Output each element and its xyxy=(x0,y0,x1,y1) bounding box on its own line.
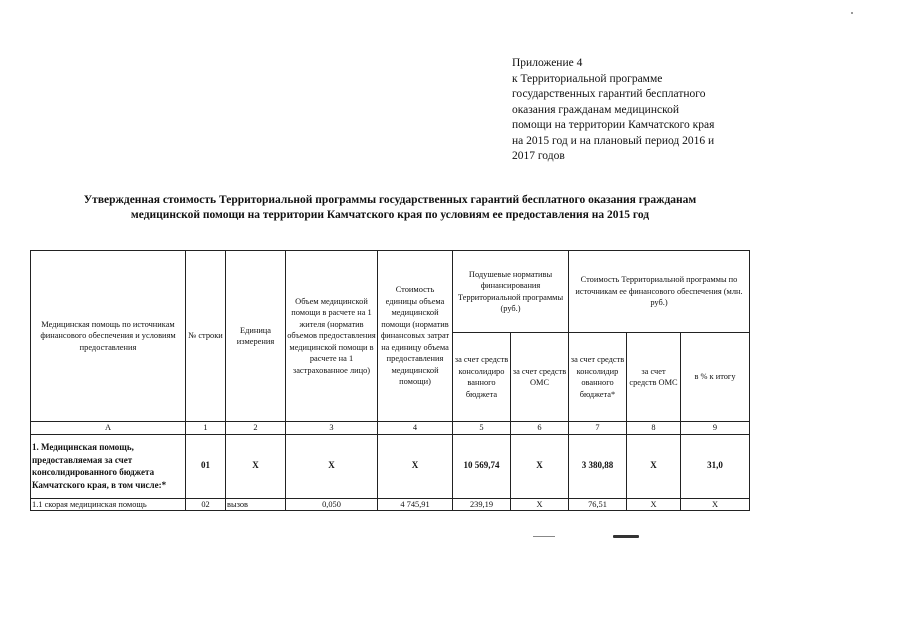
appendix-line: помощи на территории Камчатского края xyxy=(512,119,715,131)
header-col-5: за счет средств консолидиро ванного бюджета xyxy=(453,333,511,422)
row-total-oms: Х xyxy=(627,498,681,511)
row-unit: вызов xyxy=(226,498,286,511)
appendix-line: Приложение 4 xyxy=(512,57,583,69)
table-row xyxy=(31,434,750,498)
header-col-2: Единица измерения xyxy=(226,251,286,422)
row-unit: Х xyxy=(226,434,286,498)
appendix-line: к Территориальной программе xyxy=(512,72,663,85)
row-name: 1.1 скорая медицинская помощь xyxy=(31,498,186,511)
header-col-4: Стоимость единицы объема медицинской помощи (норматив финансовых затрат на единицу объема предоставления медицинской помощи) xyxy=(378,251,453,422)
row-percent: Х xyxy=(681,498,750,511)
row-per-capita-budget: 239,19 xyxy=(453,498,511,511)
row-per-capita-oms: Х xyxy=(511,434,569,498)
numbering-cell: 5 xyxy=(453,422,511,435)
numbering-cell: 7 xyxy=(569,422,627,435)
row-volume: Х xyxy=(286,434,378,498)
appendix-line: 2017 годов xyxy=(512,150,565,162)
numbering-cell: А xyxy=(31,422,186,435)
numbering-cell: 1 xyxy=(186,422,226,435)
row-total-oms: Х xyxy=(627,434,681,498)
numbering-cell: 9 xyxy=(681,422,750,435)
scan-speck xyxy=(851,12,853,14)
numbering-row xyxy=(31,422,750,435)
numbering-cell: 8 xyxy=(627,422,681,435)
header-col-3: Объем медицинской помощи в расчете на 1 жителя (норматив объемов предоставления медицинской помощи в расчете на 1 застрахованное лицо) xyxy=(286,251,378,422)
header-col-1: № строки xyxy=(186,251,226,422)
header-col-a: Медицинская помощь по источникам финансового обеспечения и условиям предоставления xyxy=(31,251,186,422)
header-group-program-cost: Стоимость Территориальной программы по источникам ее финансового обеспечения (млн. руб.) xyxy=(569,251,750,333)
numbering-cell: 3 xyxy=(286,422,378,435)
row-number: 02 xyxy=(186,498,226,511)
scan-mark xyxy=(533,536,555,537)
row-name: 1. Медицинская помощь, предоставляемая за счет консолидированного бюджета Камчатского края, в том числе:* xyxy=(31,434,186,498)
row-unit-cost: 4 745,91 xyxy=(378,498,453,511)
document-title xyxy=(30,193,750,223)
header-col-8: за счет средств ОМС xyxy=(627,333,681,422)
appendix-line: оказания гражданам медицинской xyxy=(512,103,679,116)
title-line-2: медицинской помощи на территории Камчатского края по условиям ее предоставления на 2015 год xyxy=(130,209,650,221)
row-unit-cost: Х xyxy=(378,434,453,498)
appendix-line: государственных гарантий бесплатного xyxy=(512,88,706,100)
row-number: 01 xyxy=(186,434,226,498)
row-per-capita-oms: Х xyxy=(511,498,569,511)
row-volume: 0,050 xyxy=(286,498,378,511)
appendix-line: на 2015 год и на плановый период 2016 и xyxy=(512,134,715,147)
numbering-cell: 4 xyxy=(378,422,453,435)
row-percent: 31,0 xyxy=(681,434,750,498)
appendix-block xyxy=(512,56,772,165)
row-total-budget: 3 380,88 xyxy=(569,434,627,498)
row-per-capita-budget: 10 569,74 xyxy=(453,434,511,498)
header-col-6: за счет средств ОМС xyxy=(511,333,569,422)
row-total-budget: 76,51 xyxy=(569,498,627,511)
header-col-9: в % к итогу xyxy=(681,333,750,422)
numbering-cell: 2 xyxy=(226,422,286,435)
title-line-1: Утвержденная стоимость Территориальной программы государственных гарантий бесплатного оказания гражданам xyxy=(83,194,697,206)
scan-mark xyxy=(613,535,639,538)
numbering-cell: 6 xyxy=(511,422,569,435)
table-row xyxy=(31,498,750,511)
header-row-1 xyxy=(31,251,750,333)
cost-table xyxy=(30,250,750,511)
header-group-per-capita: Подушевые нормативы финансирования Территориальной программы (руб.) xyxy=(453,251,569,333)
header-col-7: за счет средств консолидир ованного бюджета* xyxy=(569,333,627,422)
